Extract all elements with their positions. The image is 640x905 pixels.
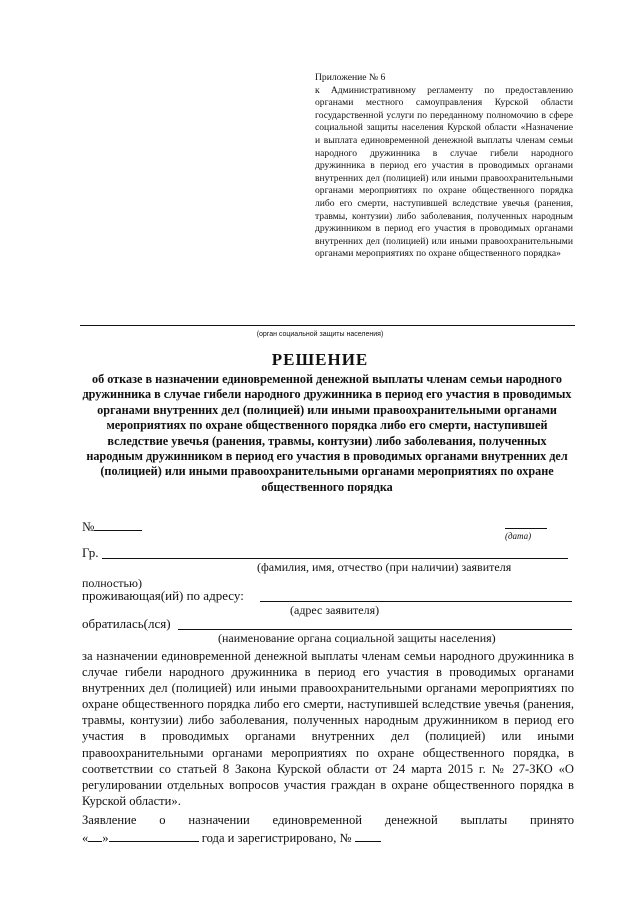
citizen-name-blank[interactable] [102,558,568,559]
number-blank[interactable] [94,518,142,531]
organ-name-caption: (наименование органа социальной защиты населения) [218,631,496,645]
close-quote: » [102,831,109,845]
citizen-label: Гр. [82,545,99,560]
registration-number-blank[interactable] [355,830,381,842]
number-label: № [82,519,95,534]
applied-label: обратилась(лся) [82,616,171,631]
fio-caption: (фамилия, имя, отчество (при наличии) заявителя [257,560,512,574]
appendix-text: к Административному регламенту по предоставлению органами местного самоуправления Курской области государственной услуги по переданному полномочию в сфере социальной защиты населения Курской области «Назначение и выплата единовременной денежной выплаты членам семьи народного дружинника в случае гибели народного дружинника в период его участия в проводимых органами внутренних дел (полицией) или иными правоохранительными органами мероприятиях по охране общественного порядка либо его смерти, наступившей вследствие увечья (ранения, травмы, контузии) либо заболевания, полученных народным дружинником в период его участия в проводимых органами внутренних дел (полицией) или иными правоохранительными органами мероприятиях по охране общественного порядка» [315,84,573,260]
appendix-number: Приложение № 6 [315,72,386,83]
address-label: проживающая(ий) по адресу: [82,588,244,603]
registration-suffix: года и зарегистрировано, № [201,831,352,845]
document-title: РЕШЕНИЕ [271,350,369,369]
registration-line [82,830,381,846]
date-caption: (дата) [505,531,532,541]
day-blank[interactable] [88,830,102,842]
organ-signature-line [80,325,575,326]
decision-number [82,518,142,535]
main-paragraph: за назначении единовременной денежной выплаты членам семьи народного дружинника в случае гибели народного дружинника в период его участия в проводимых органами внутренних дел (полицией) или иными правоохранительными органами мероприятиях по охране общественного порядка либо его смерти, наступившей вследствие увечья (ранения, травмы, контузии) либо заболевания, полученных народным дружинником в период его участия в проводимых органами внутренних дел (полицией) или иными правоохранительными органами мероприятиях по охране общественного порядка, в соответствии со статьей 8 Закона Курской области от 24 марта 2015 г. № 27-ЗКО «О регулировании отдельных вопросов участия граждан в охране общественного порядка в Курской области». [82,649,574,808]
fio-caption-cont: полностью) [82,576,142,590]
document-subtitle: об отказе в назначении единовременной денежной выплаты членам семьи народного дружинника в случае гибели народного дружинника в период его участия в проводимых органами внутренних дел (полицией) или иными правоохранительными органами мероприятиях по охране общественного порядка либо его смерти, наступившей вследствие увечья (ранения, травмы, контузии) либо заболевания, полученных народным дружинником в период его участия в проводимых органами внутренних дел (полицией) или иными правоохранительными органами мероприятиях по охране общественного порядка [82,372,572,494]
appendix-block [315,72,573,261]
address-caption: (адрес заявителя) [290,603,380,617]
open-quote: « [82,831,89,845]
address-blank[interactable] [260,601,572,602]
date-blank[interactable] [505,528,547,529]
statement-line: Заявление о назначении единовременной денежной выплаты принято [82,813,574,827]
organ-name-blank[interactable] [178,629,572,630]
organ-caption: (орган социальной защиты населения) [256,331,384,338]
month-year-blank[interactable] [109,830,199,842]
